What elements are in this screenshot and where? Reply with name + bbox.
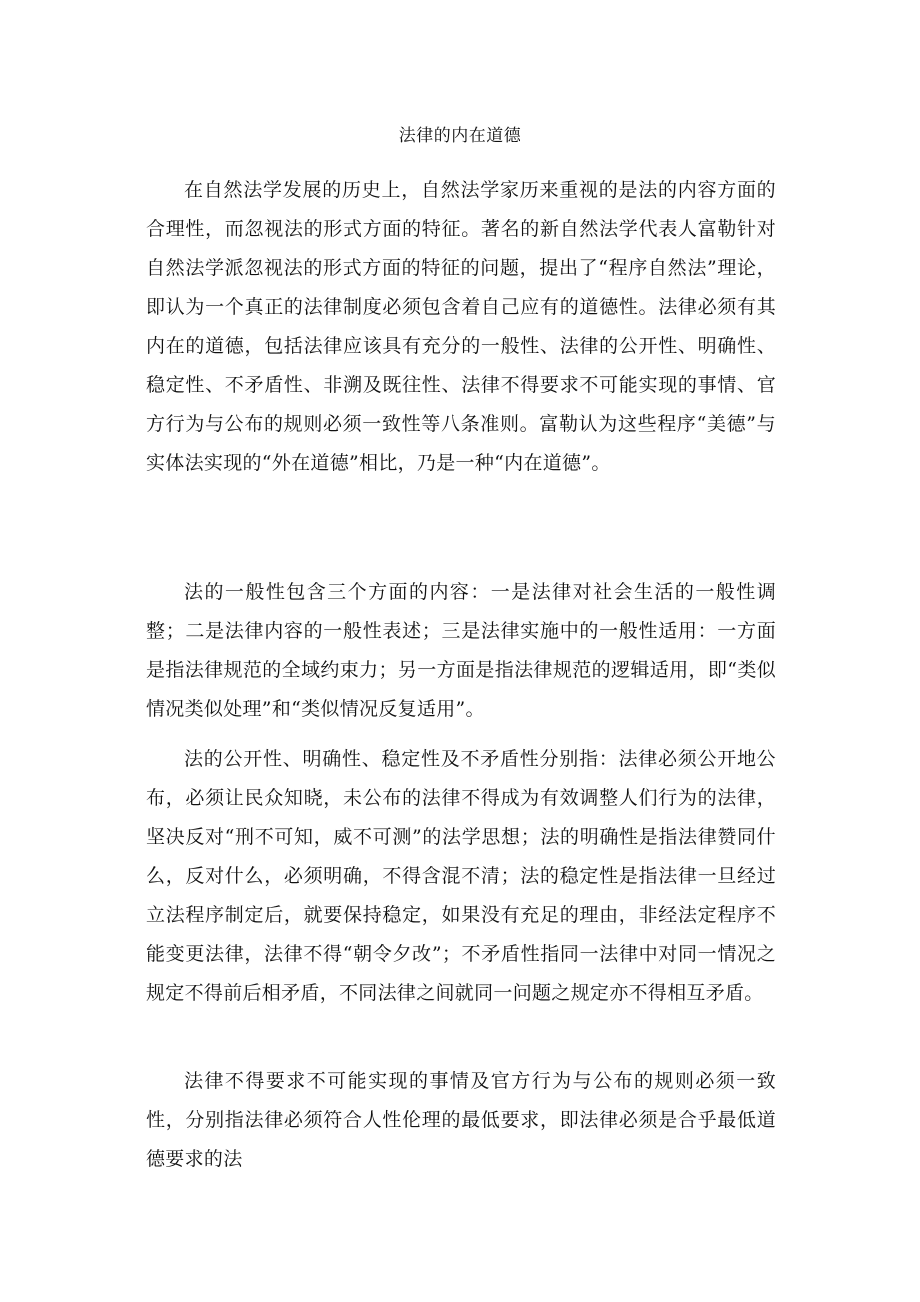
paragraph-3: 法的公开性、明确性、稳定性及不矛盾性分别指：法律必须公开地公布，必须让民众知晓，未公布的法律不得成为有效调整人们行为的法律，坚决反对“刑不可知，威不可测”的法学思想；法的明确性是指法律赞同什么，反对什么，必须明确，不得含混不清；法的稳定性是指法律一旦经过立法程序制定后，就要保持稳定，如果没有充足的理由，非经法定程序不能变更法律，法律不得“朝令夕改”；不矛盾性指同一法律中对同一情况之规定不得前后相矛盾，不同法律之间就同一问题之规定亦不得相互矛盾。 — [146, 748, 776, 1004]
paragraph-1: 在自然法学发展的历史上，自然法学家历来重视的是法的内容方面的合理性，而忽视法的形式方面的特征。著名的新自然法学代表人富勒针对自然法学派忽视法的形式方面的特征的问题，提出了“程序自然法”理论，即认为一个真正的法律制度必须包含着自己应有的道德性。法律必须有其内在的道德，包括法律应该具有充分的一般性、法律的公开性、明确性、稳定性、不矛盾性、非溯及既往性、法律不得要求不可能实现的事情、官方行为与公布的规则必须一致性等八条准则。富勒认为这些程序“美德”与实体法实现的“外在道德”相比，乃是一种“内在道德”。 — [146, 179, 776, 474]
document-title: 法律的内在道德 — [398, 126, 522, 146]
paragraph-4: 法律不得要求不可能实现的事情及官方行为与公布的规则必须一致性，分别指法律必须符合人性伦理的最低要求，即法律必须是合乎最低道德要求的法 — [146, 1070, 776, 1170]
paragraph-2: 法的一般性包含三个方面的内容：一是法律对社会生活的一般性调整；二是法律内容的一般性表述；三是法律实施中的一般性适用：一方面是指法律规范的全域约束力；另一方面是指法律规范的逻辑适用，即“类似情况类似处理”和“类似情况反复适用”。 — [146, 581, 776, 720]
